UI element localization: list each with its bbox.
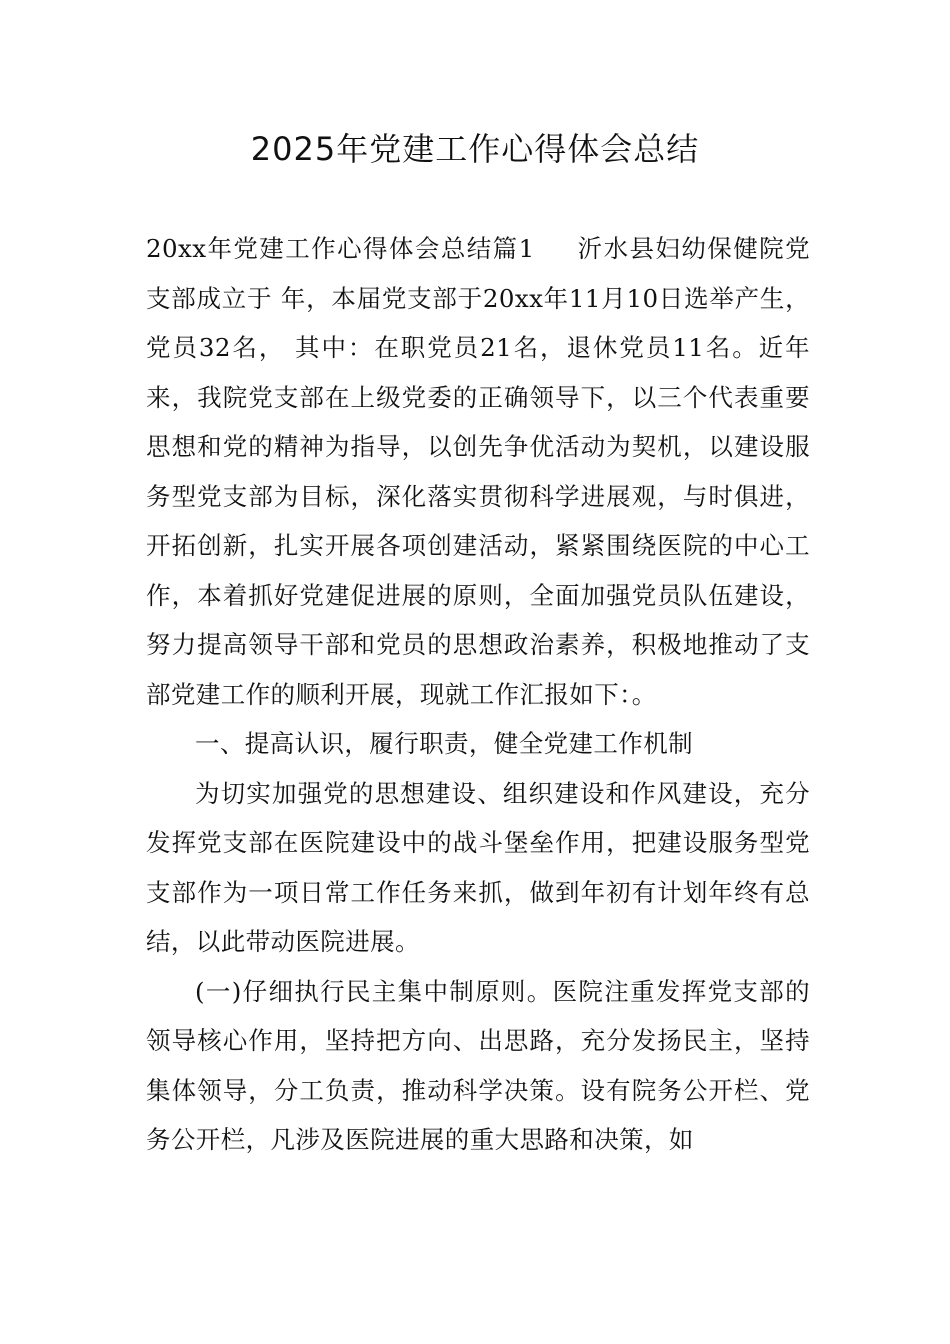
- intro-text: 沂水县妇幼保健院党支部成立于 年，本届党支部于20xx年11月10日选举产生，党员32名， 其中：在职党员21名，退休党员11名。近年来，我院党支部在上级党委的正确领导下，以三个代表重要思想和党的精神为指导，以创先争优活动为契机，以建设服务型党支部为目标，深化落实贯彻科学进展观，与时俱进，开拓创新，扎实开展各项创建活动，紧紧围绕医院的中心工作，本着抓好党建促进展的原则，全面加强党员队伍建设，努力提高领导干部和党员的思想政治素养，积极地推动了支部党建工作的顺利开展，现就工作汇报如下：。: [146, 234, 810, 709]
- section-heading-1: 一、提高认识，履行职责，健全党建工作机制: [195, 729, 693, 758]
- body-paragraph: 为切实加强党的思想建设、组织建设和作风建设，充分发挥党支部在医院建设中的战斗堡垒作用，把建设服务型党支部作为一项日常工作任务来抓，做到年初有计划年终有总结，以此带动医院进展。: [146, 778, 810, 956]
- document-title: 2025年党建工作心得体会总结: [250, 130, 700, 168]
- document-body: [146, 224, 810, 1165]
- body-paragraph: (一)仔细执行民主集中制原则。医院注重发挥党支部的领导核心作用，坚持把方向、出思路，充分发扬民主，坚持集体领导，分工负责，推动科学决策。设有院务公开栏、党务公开栏，凡涉及医院进展的重大思路和决策，如: [146, 976, 810, 1154]
- intro-paragraph: [146, 224, 810, 719]
- intro-heading: 20xx年党建工作心得体会总结篇1: [146, 234, 535, 263]
